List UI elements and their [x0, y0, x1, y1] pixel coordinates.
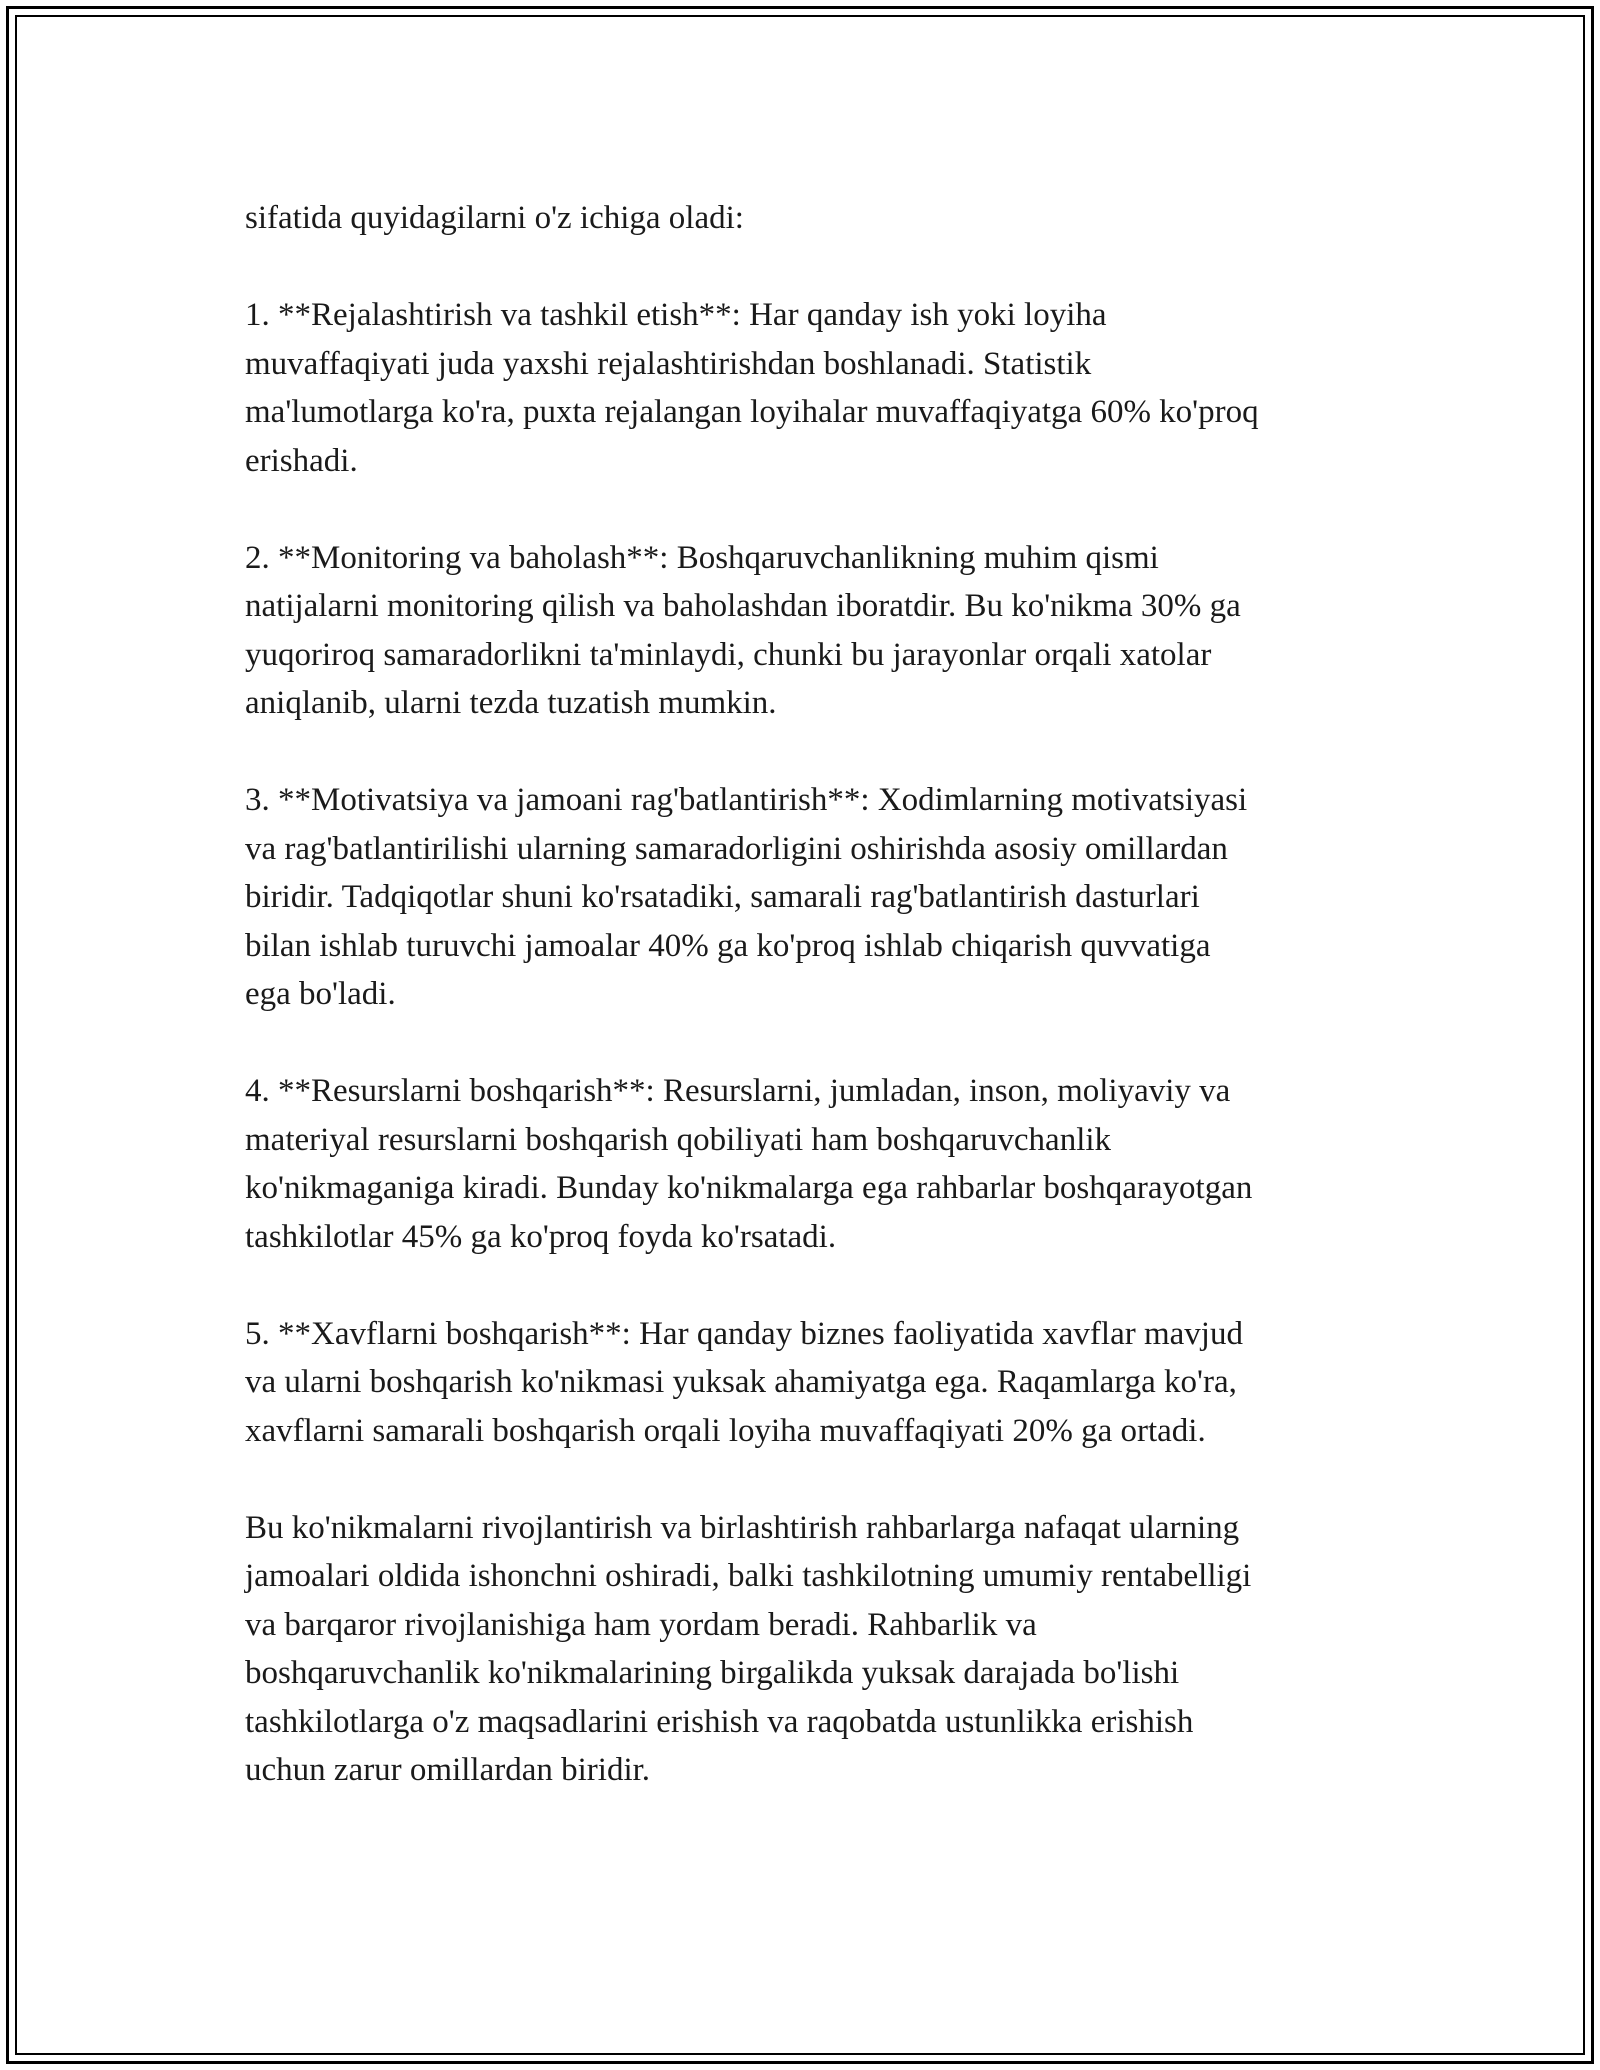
paragraph-intro: sifatida quyidagilarni o'z ichiga oladi:	[245, 200, 744, 236]
paragraph-item-1: 1. **Rejalashtirish va tashkil etish**: Har qanday ish yoki loyiha muvaffaqiyati juda yaxshi rejalashtirishdan boshlanadi. Statistik ma'lumotlarga ko'ra, puxta rejalangan loyihalar muvaffaqiyatga 60% ko'proq erishadi.	[245, 297, 1259, 479]
paragraph-item-5: 5. **Xavflarni boshqarish**: Har qanday biznes faoliyatida xavflar mavjud va ularni boshqarish ko'nikmasi yuksak ahamiyatga ega. Raqamlarga ko'ra, xavflarni samarali boshqarish orqali loyiha muvaffaqiyati 20% ga ortadi.	[245, 1315, 1243, 1449]
paragraph-item-3: 3. **Motivatsiya va jamoani rag'batlantirish**: Xodimlarning motivatsiyasi va rag'batlantirilishi ularning samaradorligini oshirishda asosiy omillardan biridir. Tadqiqotlar shuni ko'rsatadiki, samarali rag'batlantirish dasturlari bilan ishlab turuvchi jamoalar 40% ga ko'proq ishlab chiqarish quvvatiga ega bo'ladi.	[245, 782, 1248, 1012]
page-frame	[6, 6, 1594, 2064]
paragraph-item-4: 4. **Resurslarni boshqarish**: Resurslarni, jumladan, inson, moliyaviy va materiyal resurslarni boshqarish qobiliyati ham boshqaruvchanlik ko'nikmaganiga kiradi. Bunday ko'nikmalarga ega rahbarlar boshqarayotgan tashkilotlar 45% ga ko'proq foyda ko'rsatadi.	[245, 1073, 1253, 1255]
paragraph-conclusion: Bu ko'nikmalarni rivojlantirish va birlashtirish rahbarlarga nafaqat ularning jamoalari oldida ishonchni oshiradi, balki tashkilotning umumiy rentabelligi va barqaror rivojlanishiga ham yordam beradi. Rahbarlik va boshqaruvchanlik ko'nikmalarining birgalikda yuksak darajada bo'lishi tashkilotlarga o'z maqsadlarini erishish va raqobatda ustunlikka erishish uchun zarur omillardan biridir.	[245, 1509, 1252, 1788]
paragraph-item-2: 2. **Monitoring va baholash**: Boshqaruvchanlikning muhim qismi natijalarni monitoring qilish va baholashdan iboratdir. Bu ko'nikma 30% ga yuqoriroq samaradorlikni ta'minlaydi, chunki bu jarayonlar orqali xatolar aniqlanib, ularni tezda tuzatish mumkin.	[245, 539, 1241, 721]
document-body	[245, 194, 1385, 1795]
